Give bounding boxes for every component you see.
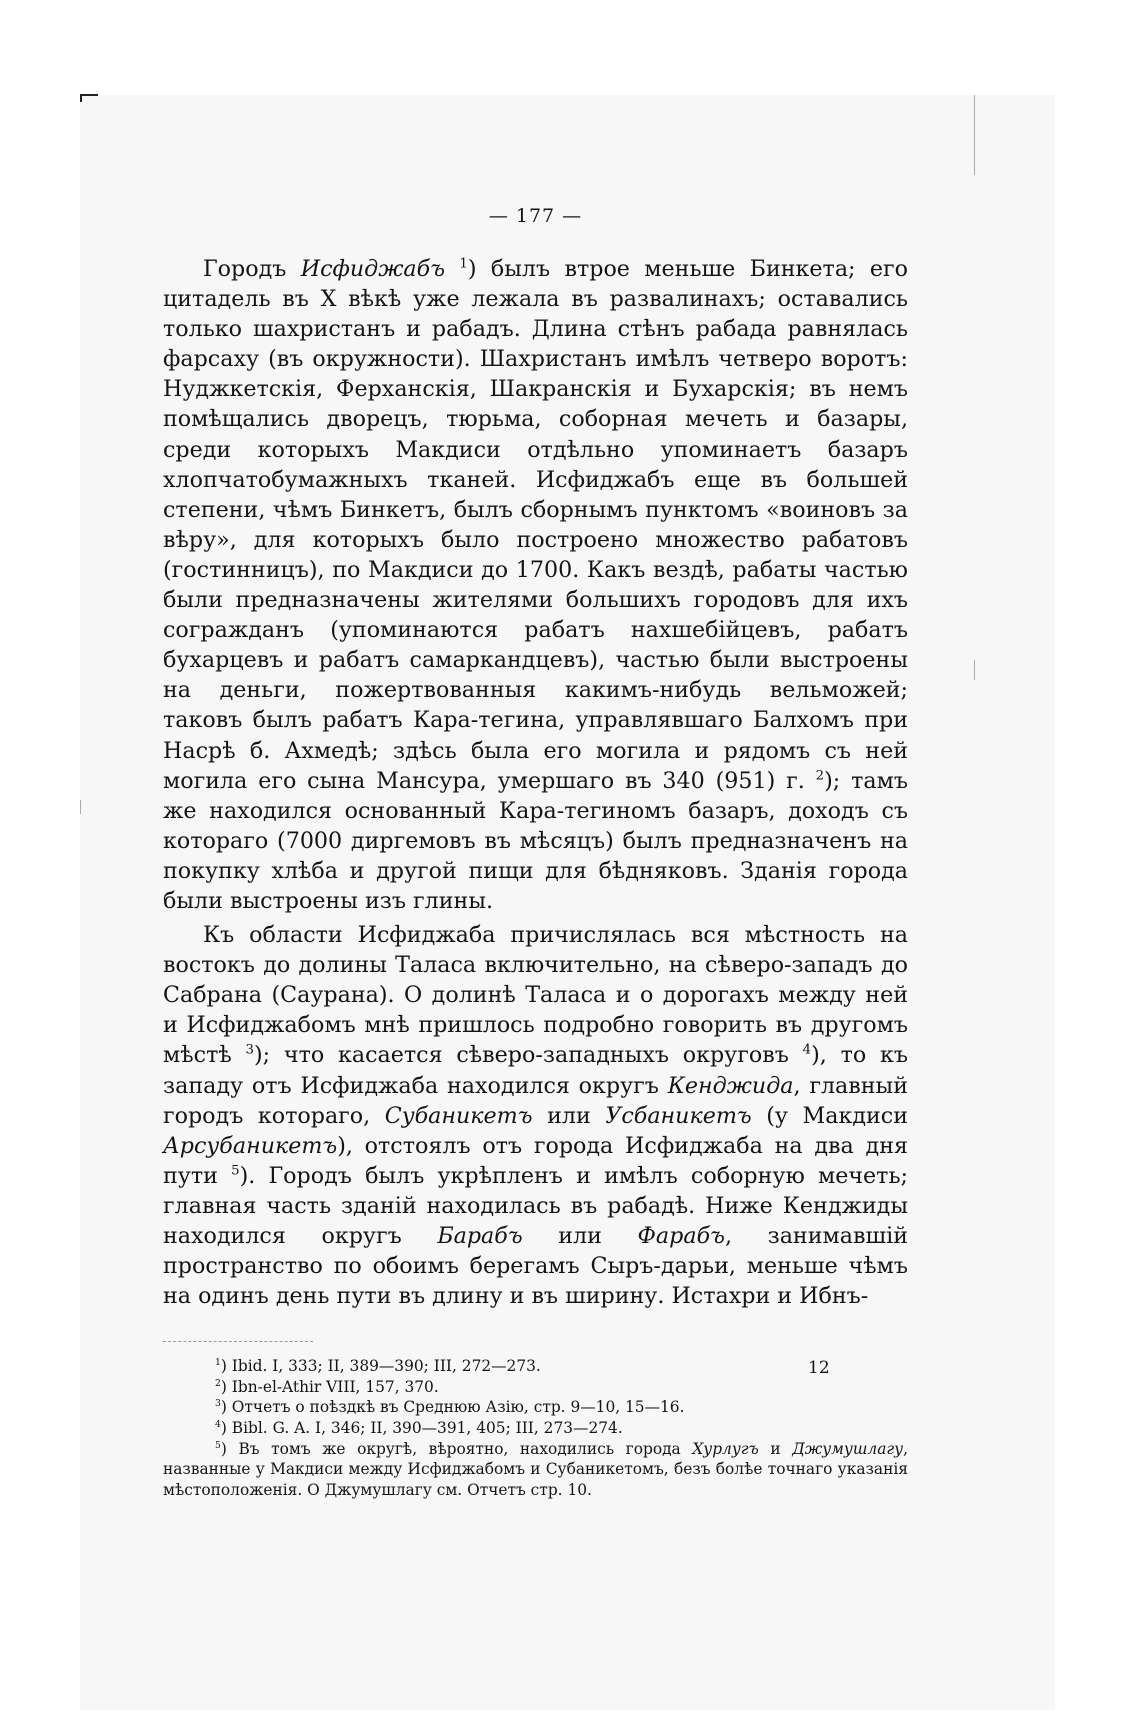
scan-edge-mark (974, 660, 975, 680)
page-content (163, 204, 908, 1500)
footnote-mark: 3 (215, 1398, 221, 1410)
text-run: , главный городъ котораго, (163, 1072, 909, 1129)
text-run: (у Макдиси (751, 1102, 908, 1129)
italic-text: Исфиджабъ (300, 256, 445, 282)
italic-text: Хурлугъ (692, 1439, 759, 1458)
body-text (163, 254, 908, 1311)
crop-corner-mark (80, 94, 98, 96)
footnote-text: ) Ibn-el-Athir VIII, 157, 370. (220, 1377, 439, 1396)
footnote (163, 1418, 908, 1439)
text-run: ), отстоялъ отъ города Исфиджаба на два дня пути (163, 1132, 908, 1189)
footnote-text: ) Bibl. G. A. I, 346; II, 390—391, 405; III, 273—274. (220, 1419, 623, 1438)
footnote (163, 1356, 908, 1377)
text-run (445, 256, 459, 282)
footnote-mark: 5 (215, 1439, 221, 1451)
footnote-separator (163, 1341, 313, 1342)
footnote-ref: 5 (231, 1163, 240, 1179)
italic-text: Арсубаникетъ (163, 1132, 338, 1159)
italic-text: Фарабъ (637, 1223, 725, 1249)
text-run: ) былъ втрое меньше Бинкета; его цитадель въ X вѣкѣ уже лежала въ развалинахъ; оставались только шахристанъ и рабадъ. Длина стѣнъ рабада равнялась фарсаху (въ окружности). Шахристанъ имѣлъ четверо воротъ: Нуджкетскія, Ферханскія, Шакранскія и Бухарскія; въ немъ помѣщались дворецъ, тюрьма, соборная мечеть и базары, среди которыхъ Макдиси отдѣльно упоминаетъ базаръ хлопчатобумажныхъ тканей. Исфиджабъ еще въ большей степени, чѣмъ Бинкетъ, былъ сборнымъ пунктомъ «воиновъ за вѣру», для которыхъ было построено множество рабатовъ (гостинницъ), по Макдиси до 1700. Какъ вездѣ, рабаты частью были предназначены жителями большихъ городовъ для ихъ согражданъ (упоминаются рабатъ нахшебійцевъ, рабатъ бухарцевъ и рабатъ самаркандцевъ), частью были выстроены на деньги, пожертвованныя какимъ-нибудь вельможей; таковъ былъ рабатъ Кара-тегина, управлявшаго Балхомъ при Насрѣ б. Ахмедѣ; здѣсь была его могила и рядомъ съ ней могила его сына Мансура, умершаго въ 340 (951) г. (163, 256, 909, 794)
footnote-mark: 4 (215, 1418, 221, 1430)
text-run: или (532, 1102, 606, 1129)
text-run: и (758, 1439, 793, 1458)
footnotes (163, 1356, 908, 1500)
footnote-ref: 3 (245, 1043, 254, 1059)
italic-text: Кенджида (667, 1072, 794, 1099)
italic-text: Барабъ (437, 1223, 523, 1249)
footnote-mark: 2 (215, 1377, 221, 1389)
scan-edge-mark (974, 95, 975, 175)
footnote (163, 1397, 908, 1418)
footnote-ref: 4 (802, 1043, 812, 1059)
page-number: — 177 — (488, 205, 583, 227)
text-run: ) Въ томъ же округѣ, вѣроятно, находились города (220, 1439, 693, 1458)
text-run: ); что касается сѣверо-западныхъ округовъ (254, 1042, 803, 1069)
footnote (163, 1377, 908, 1398)
signature-mark: 12 (808, 1358, 830, 1378)
text-run: ), то къ западу отъ Исфиджаба находился округъ (163, 1042, 908, 1099)
text-run: ); тамъ же находился основанный Кара-тегиномъ базаръ, доходъ съ котораго (7000 диргемовъ въ мѣсяцъ) былъ предназначенъ на покупку хлѣба и другой пищи для бѣдняковъ. Зданія города были выстроены изъ глины. (163, 767, 908, 914)
body-paragraph (163, 254, 908, 916)
italic-text: Усбаникетъ (605, 1102, 752, 1129)
scan-edge-mark (80, 800, 81, 814)
text-run: Къ области Исфиджаба причислялась вся мѣстность на востокъ до долины Таласа включительно, на сѣверо-западъ до Сабрана (Саурана). О долинѣ Таласа и о дорогахъ между ней и Исфиджабомъ мнѣ пришлось подробно говорить въ другомъ мѣстѣ (163, 922, 908, 1069)
text-run: , занимавшій пространство по обоимъ берегамъ Сыръ-дарьи, меньше чѣмъ на одинъ день пути въ длину и въ ширину. Истахри и Ибнъ- (163, 1223, 908, 1310)
text-run: ). Городъ былъ укрѣпленъ и имѣлъ соборную мечеть; главная часть зданій находилась въ рабадѣ. Ниже Кенджиды находился округъ (163, 1162, 908, 1249)
footnote-text: ) Ibid. I, 333; II, 389—390; III, 272—273. (220, 1357, 541, 1376)
footnote-text: ) Отчетъ о поѣздкѣ въ Среднюю Азію, стр. 9—10, 15—16. (220, 1398, 685, 1417)
footnote (163, 1439, 908, 1501)
footnote-ref: 1 (459, 256, 468, 272)
body-paragraph (163, 920, 908, 1311)
footnote-ref: 2 (815, 768, 825, 784)
text-run: Городъ (202, 256, 301, 282)
italic-text: Джумушлагу (792, 1439, 904, 1458)
footnote-mark: 1 (215, 1357, 221, 1369)
text-run: или (522, 1223, 638, 1249)
italic-text: Субаникетъ (384, 1102, 533, 1129)
text-run: , названные у Макдиси между Исфиджабомъ и Субаникетомъ, безъ болѣе точнаго указанія мѣстоположенія. О Джумушлагу см. Отчетъ стр. 10. (163, 1439, 908, 1499)
